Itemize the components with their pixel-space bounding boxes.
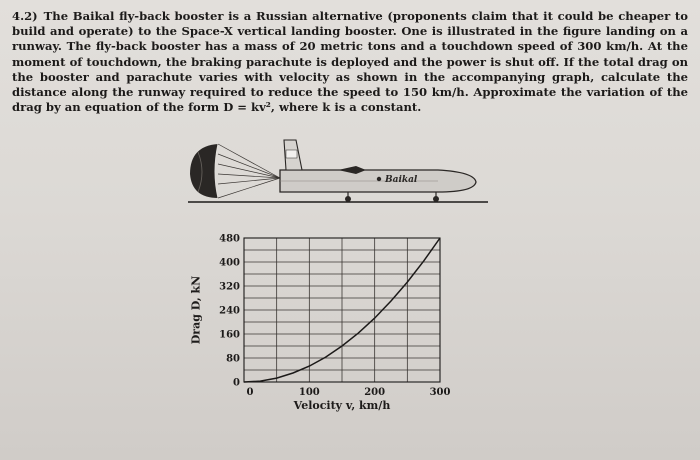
chart-y-tick-label: 240	[219, 305, 240, 317]
chart-y-tick-label: 160	[219, 329, 240, 341]
landing-gear	[346, 192, 439, 201]
booster-emblem	[377, 177, 381, 181]
chart-y-tick-label: 0	[233, 377, 240, 389]
chart-y-tick-label: 480	[219, 233, 240, 245]
chart-y-axis-label: Drag D, kN	[189, 275, 203, 345]
chart-x-tick-label: 0	[246, 387, 254, 398]
booster-illustration	[188, 136, 488, 206]
chart-x-tick-label: 300	[429, 387, 451, 398]
chart-y-tick-label: 320	[219, 281, 240, 293]
chart-y-tick-label: 80	[226, 353, 240, 365]
chart-x-tick-label: 100	[298, 387, 320, 398]
drag-velocity-chart	[196, 222, 464, 422]
problem-number: 4.2)	[12, 9, 38, 23]
booster-label: Baikal	[385, 175, 418, 185]
chart-y-tick-label: 400	[219, 257, 240, 269]
chart-x-tick-label: 200	[364, 387, 386, 398]
problem-paragraph	[12, 9, 688, 115]
parachute-canopy	[190, 144, 218, 198]
chart-x-axis-label: Velocity v, km/h	[293, 399, 391, 412]
problem-statement	[12, 9, 688, 115]
problem-text: The Baikal fly-back booster is a Russian alternative (proponents claim that it could be cheaper to build and operate) to the Space-X vertical landing booster. One is illustrated in the figure landing on a runway. The fly-back booster has a mass of 20 metric tons and a touchdown speed of 300 km/h. At the moment of touchdown, the braking parachute is deployed and the power is shut off. If the total drag on the booster and parachute varies with velocity as shown in the accompanying graph, calculate the distance along the runway required to reduce the speed to 150 km/h. Approximate the variation of the drag by an equation of the form D = kv², where k is a constant.	[12, 9, 688, 115]
parachute-shroud-lines	[218, 144, 280, 198]
